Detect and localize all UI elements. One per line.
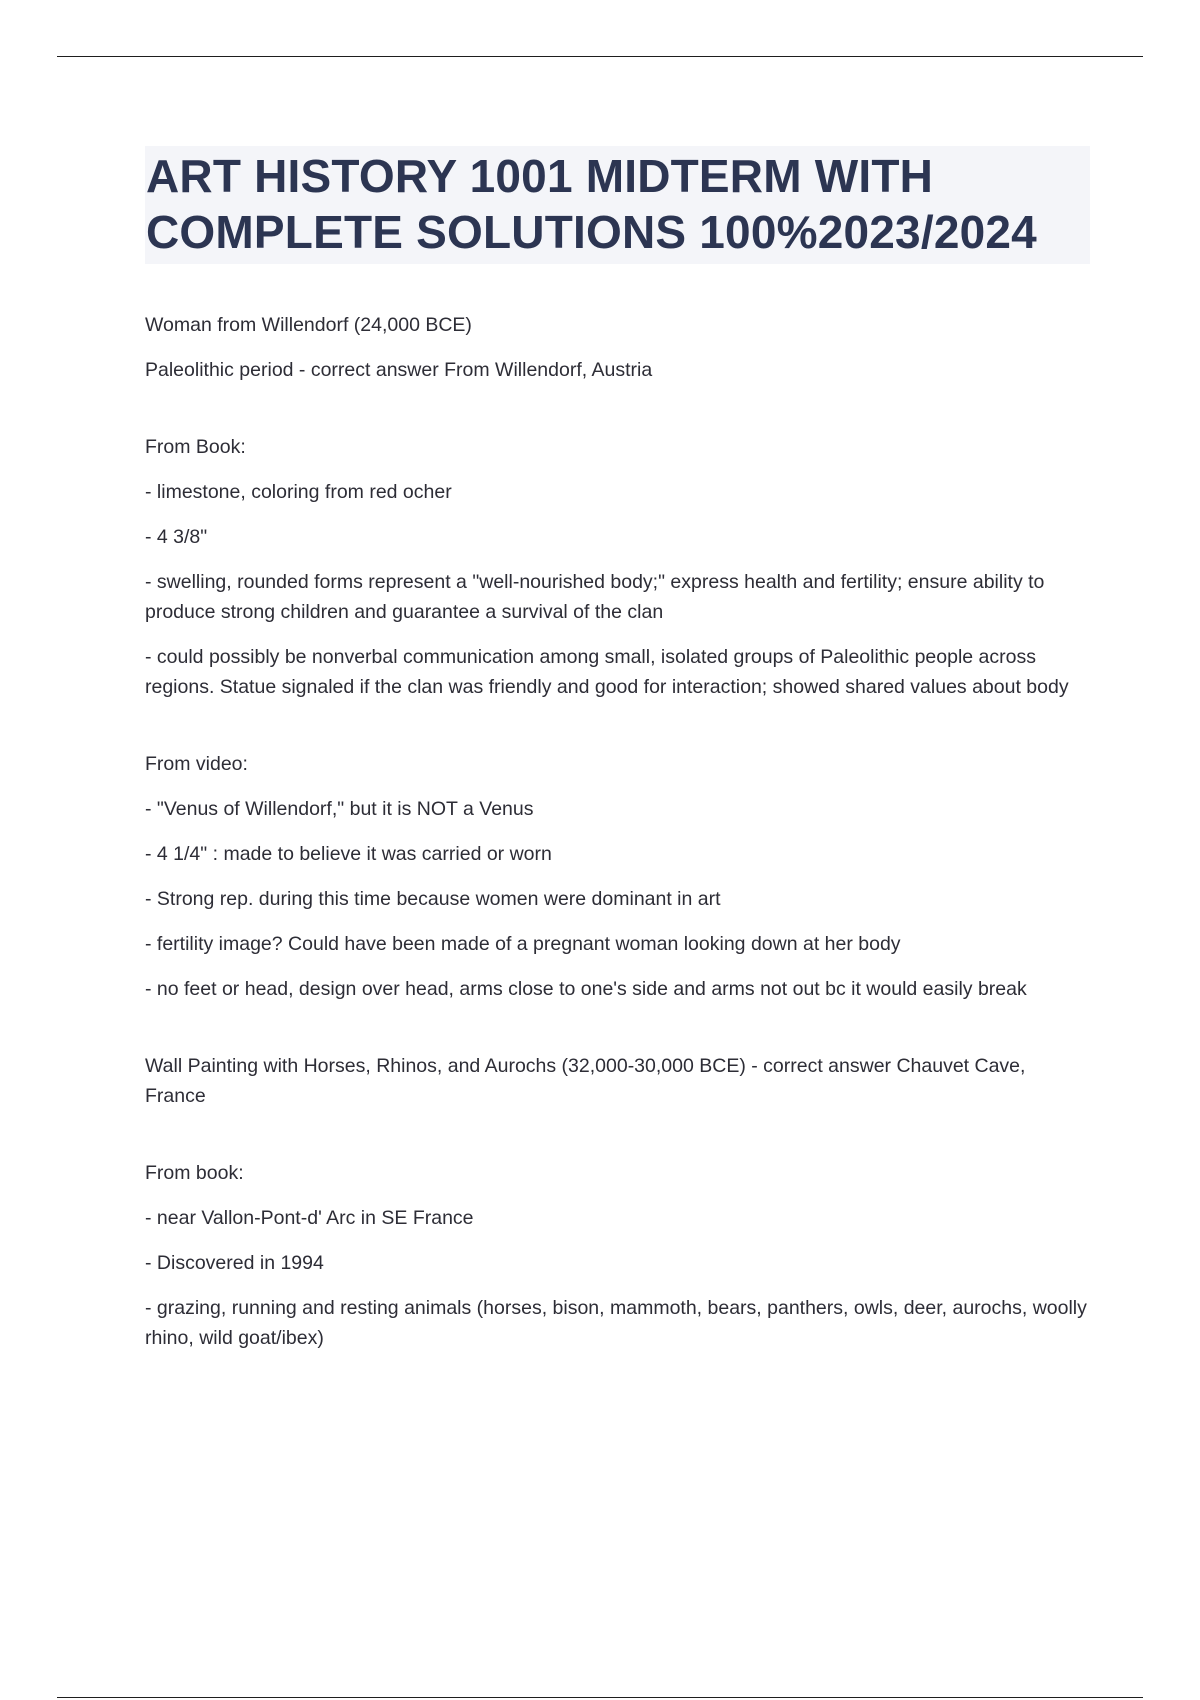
bullet-point: - Discovered in 1994 (145, 1252, 324, 1274)
bullet-point: - Strong rep. during this time because women were dominant in art (145, 888, 721, 910)
section-heading-from-book: From book: (145, 1162, 244, 1184)
paragraph-item-title: Wall Painting with Horses, Rhinos, and Aurochs (32,000-30,000 BCE) - correct answer Chauvet Cave, France (145, 1055, 1026, 1107)
title-block (145, 146, 1090, 264)
bullet-point: - limestone, coloring from red ocher (145, 481, 452, 503)
bullet-point: - fertility image? Could have been made of a pregnant woman looking down at her body (145, 933, 901, 955)
bottom-rule (57, 1697, 1143, 1698)
paragraph-item-title: Woman from Willendorf (24,000 BCE) (145, 314, 472, 336)
bullet-point: - no feet or head, design over head, arms close to one's side and arms not out bc it would easily break (145, 978, 1027, 1000)
bullet-point: - swelling, rounded forms represent a "well-nourished body;" express health and fertility; ensure ability to produce strong children and guarantee a survival of the clan (145, 571, 1045, 623)
document-body (145, 146, 1090, 1368)
section-heading-from-video: From video: (145, 753, 248, 775)
bullet-point: - "Venus of Willendorf," but it is NOT a Venus (145, 798, 534, 820)
top-rule (57, 56, 1143, 57)
document-title: ART HISTORY 1001 MIDTERM WITH COMPLETE SOLUTIONS 100%2023/2024 (146, 150, 1037, 258)
bullet-point: - near Vallon-Pont-d' Arc in SE France (145, 1207, 474, 1229)
bullet-point: - 4 3/8" (145, 526, 208, 548)
section-heading-from-book: From Book: (145, 436, 246, 458)
bullet-point: - 4 1/4" : made to believe it was carried or worn (145, 843, 552, 865)
bullet-point: - grazing, running and resting animals (horses, bison, mammoth, bears, panthers, owls, deer, aurochs, woolly rhino, wild goat/ibex) (145, 1297, 1087, 1349)
bullet-point: - could possibly be nonverbal communication among small, isolated groups of Paleolithic people across regions. Statue signaled if the clan was friendly and good for interaction; showed shared values about body (145, 646, 1069, 698)
paragraph-period: Paleolithic period - correct answer From Willendorf, Austria (145, 359, 653, 381)
